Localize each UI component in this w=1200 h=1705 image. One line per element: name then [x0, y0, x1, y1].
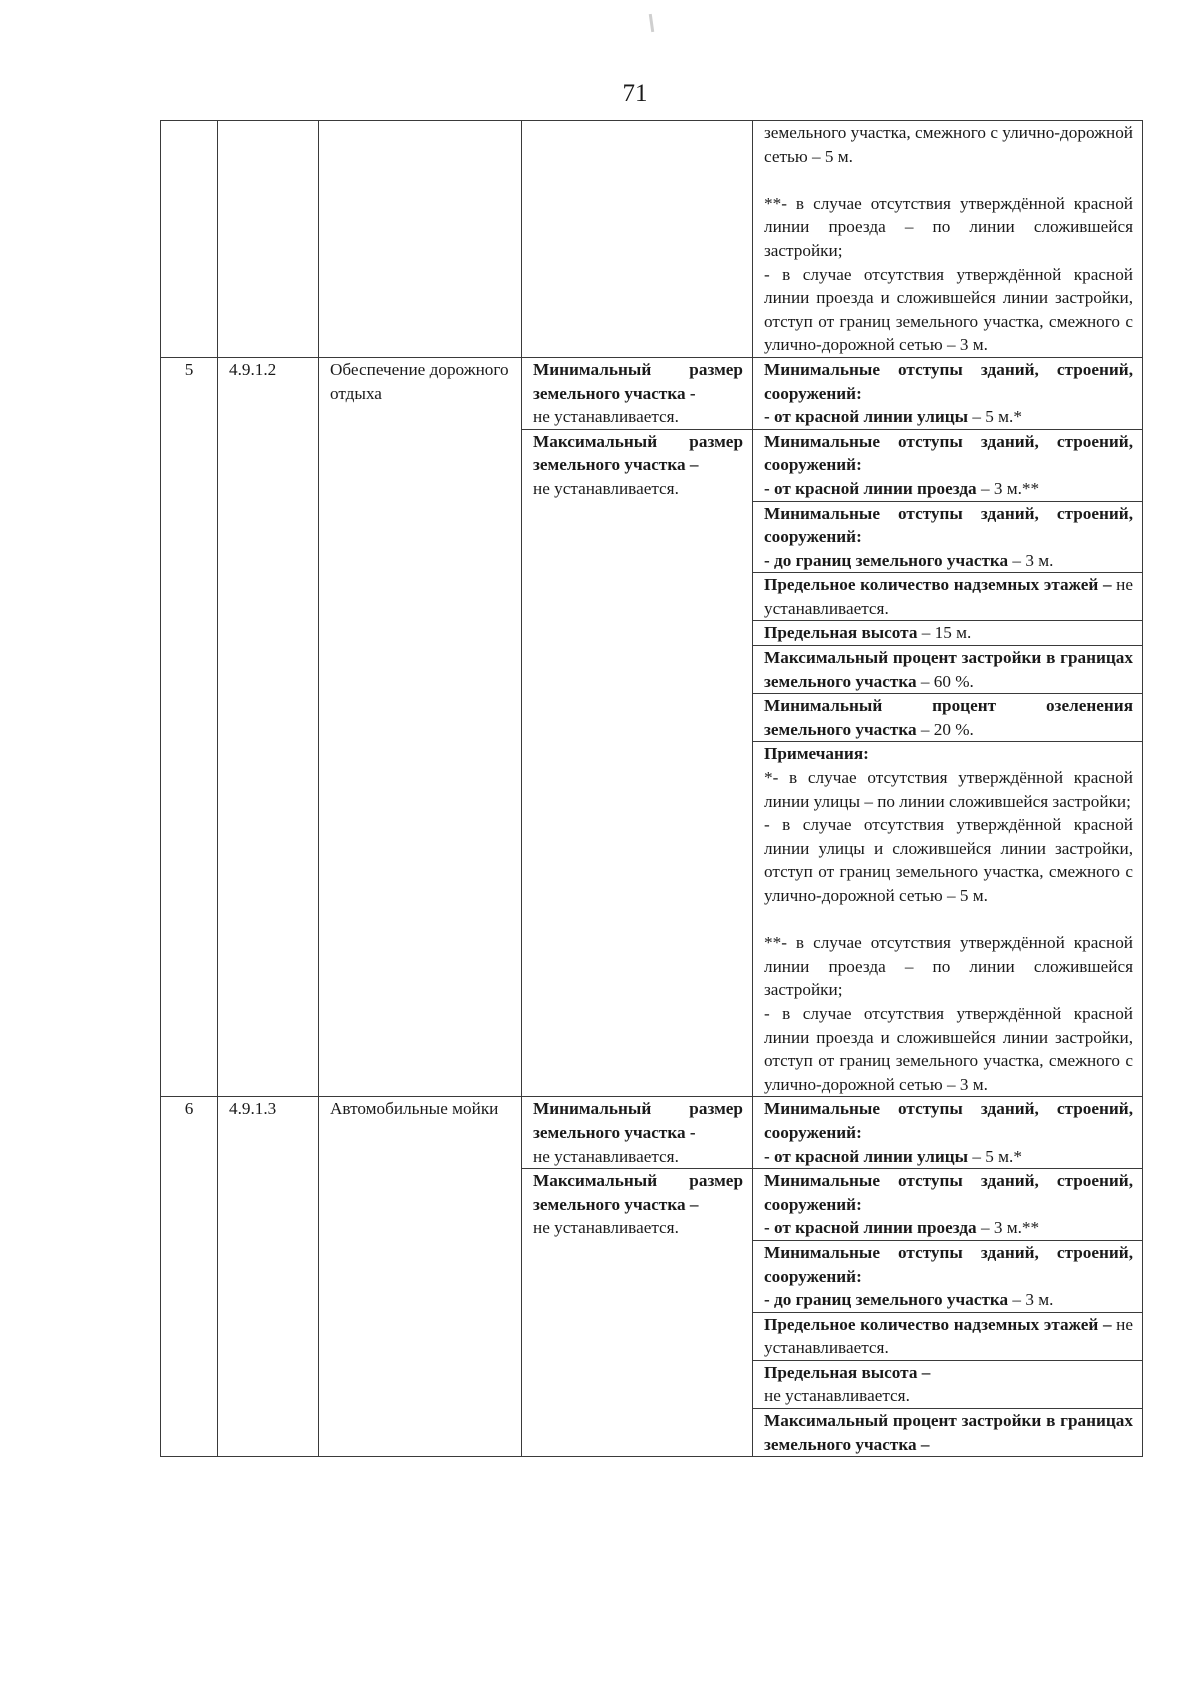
param-value: не устанавливается.	[764, 575, 1133, 618]
row-number: 6	[161, 1097, 218, 1457]
min-size-value: не устанавливается.	[533, 1146, 679, 1166]
param-title: Предельное количество надземных этажей –	[764, 575, 1112, 595]
note-2b: - в случае отсутствия утверждённой красной линии проезда и сложившейся линии застройки, отступ от границ земельного участка, смежного с улично-дорожной сетью – 3 м.	[764, 1003, 1133, 1094]
param-green-percent	[753, 694, 1143, 742]
row-use-name: Обеспечение дорожного отдыха	[319, 357, 522, 1096]
param-setback-street	[753, 1097, 1143, 1169]
param-value-label: - от красной линии улицы	[764, 1146, 969, 1166]
param-setback-boundary	[753, 501, 1143, 573]
param-build-percent	[753, 646, 1143, 694]
max-size-cell	[522, 429, 753, 1097]
row-use-name: Автомобильные мойки	[319, 1097, 522, 1457]
param-title: Минимальные отступы зданий, строений, сооружений:	[764, 1171, 1133, 1214]
param-title: Минимальные отступы зданий, строений, сооружений:	[764, 359, 1133, 403]
param-setback-driveway	[753, 1169, 1143, 1241]
row-code: 4.9.1.2	[218, 357, 319, 1096]
param-title: Минимальные отступы зданий, строений, сооружений:	[764, 1099, 1133, 1142]
table-row	[161, 357, 1143, 429]
table-row-continuation	[161, 121, 1143, 358]
cell-size-empty	[522, 121, 753, 358]
param-value: – 5 м.*	[968, 1146, 1022, 1166]
param-value: – 20 %.	[916, 719, 974, 739]
param-title: Предельная высота –	[764, 1362, 931, 1382]
param-title: Минимальные отступы зданий, строений, сооружений:	[764, 503, 1133, 547]
param-build-percent	[753, 1409, 1143, 1457]
note-continued-text: земельного участка, смежного с улично-дорожной сетью – 5 м.	[764, 123, 1133, 166]
param-value-label: - до границ земельного участка	[764, 550, 1009, 570]
param-value: – 3 м.	[1008, 1290, 1054, 1310]
cell-name-empty	[319, 121, 522, 358]
max-size-title: Максимальный размер земельного участка –	[533, 1171, 743, 1214]
param-title: Минимальные отступы зданий, строений, сооружений:	[764, 431, 1133, 475]
min-size-title: Минимальный размер земельного участка -	[533, 1099, 743, 1142]
max-size-value: не устанавливается.	[533, 1218, 679, 1238]
note-2b: - в случае отсутствия утверждённой красной линии проезда и сложившейся линии застройки, отступ от границ земельного участка, смежного с улично-дорожной сетью – 3 м.	[764, 264, 1133, 355]
param-value: – 3 м.	[1008, 550, 1054, 570]
note-1b: - в случае отсутствия утверждённой красной линии улицы и сложившейся линии застройки, отступ от границ земельного участка, смежного с улично-дорожной сетью – 5 м.	[764, 815, 1133, 905]
regulations-table	[160, 120, 1143, 1457]
notes-cell	[753, 742, 1143, 1097]
min-size-title: Минимальный размер земельного участка -	[533, 359, 743, 403]
param-title: Максимальный процент застройки в границах земельного участка	[764, 648, 1133, 691]
row-code: 4.9.1.3	[218, 1097, 319, 1457]
param-title: Минимальные отступы зданий, строений, сооружений:	[764, 1242, 1133, 1286]
param-value: – 15 м.	[917, 623, 972, 643]
param-setback-street	[753, 357, 1143, 429]
param-height	[753, 621, 1143, 646]
param-title: Максимальный процент застройки в границах земельного участка –	[764, 1411, 1133, 1454]
param-setback-boundary	[753, 1240, 1143, 1312]
notes-title: Примечания:	[764, 744, 869, 764]
param-title: Предельная высота	[764, 623, 918, 643]
cell-num-empty	[161, 121, 218, 358]
min-size-cell	[522, 357, 753, 429]
min-size-cell	[522, 1097, 753, 1169]
param-value-label: - от красной линии улицы	[764, 407, 969, 427]
max-size-cell	[522, 1169, 753, 1457]
cell-notes-continuation	[753, 121, 1143, 358]
min-size-value: не устанавливается.	[533, 407, 679, 427]
note-2a: **- в случае отсутствия утверждённой красной линии проезда – по линии сложившейся застройки;	[764, 933, 1133, 1000]
param-setback-driveway	[753, 429, 1143, 501]
max-size-title: Максимальный размер земельного участка –	[533, 431, 743, 475]
param-height	[753, 1360, 1143, 1408]
cell-code-empty	[218, 121, 319, 358]
note-2a: **- в случае отсутствия утверждённой красной линии проезда – по линии сложившейся застройки;	[764, 193, 1133, 260]
param-value: – 60 %.	[916, 671, 974, 691]
table-row	[161, 1097, 1143, 1169]
scan-artifact	[649, 14, 654, 32]
param-title: Минимальный процент озеленения земельного участка	[764, 696, 1133, 739]
param-floors	[753, 573, 1143, 621]
page-number: 71	[622, 80, 648, 107]
param-title: Предельное количество надземных этажей –	[764, 1314, 1112, 1334]
param-value: не устанавливается.	[764, 1386, 910, 1406]
param-value-label: - до границ земельного участка	[764, 1290, 1009, 1310]
note-1a: *- в случае отсутствия утверждённой красной линии улицы – по линии сложившейся застройки;	[764, 768, 1133, 811]
max-size-value: не устанавливается.	[533, 478, 679, 498]
param-value: не устанавливается.	[764, 1314, 1133, 1358]
param-floors	[753, 1312, 1143, 1360]
param-value: – 3 м.**	[976, 478, 1040, 498]
param-value-label: - от красной линии проезда	[764, 1218, 977, 1238]
param-value-label: - от красной линии проезда	[764, 478, 977, 498]
param-value: – 5 м.*	[968, 407, 1022, 427]
row-number: 5	[161, 357, 218, 1096]
param-value: – 3 м.**	[976, 1218, 1040, 1238]
